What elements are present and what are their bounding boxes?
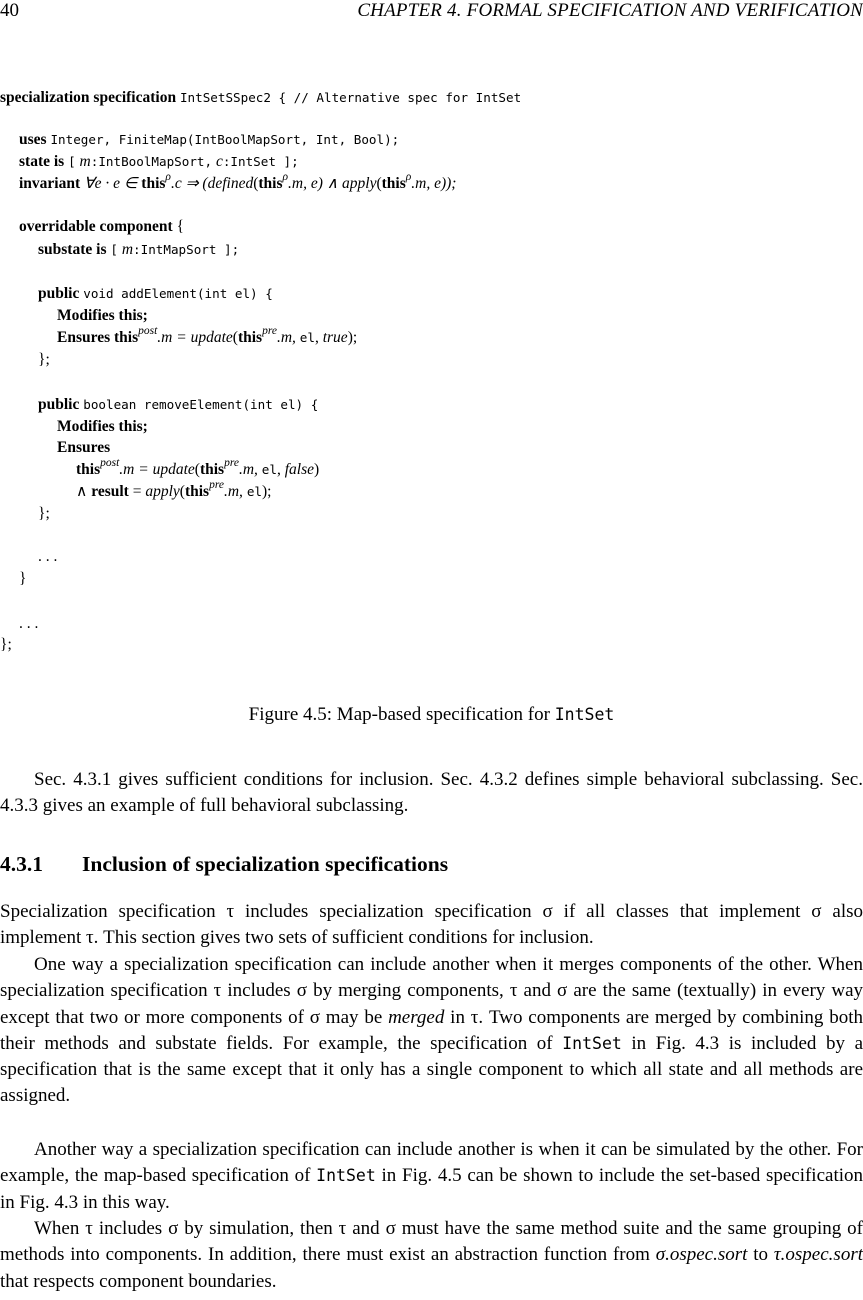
paragraph-text: in τ. Two components are merged by combining both their methods and substate fields. For example, the specification of (0, 1006, 863, 1054)
code-text: [ (68, 154, 76, 169)
keyword: Ensures (57, 329, 111, 346)
superscript: post (138, 325, 158, 337)
keyword: state is (19, 153, 65, 170)
this-keyword: this (258, 175, 283, 192)
code-text: :IntBoolMapSort, (90, 154, 213, 169)
code-line-close: }; (38, 351, 50, 368)
paragraph-text: that respects component boundaries. (0, 1270, 277, 1292)
code-line-add-element (38, 283, 273, 304)
math-expression: τ.ospec.sort (773, 1244, 863, 1266)
paragraph-4 (0, 1216, 863, 1295)
code-line-ensures (57, 437, 110, 458)
this-keyword: this (237, 329, 263, 346)
math-function: defined (207, 175, 254, 192)
paragraph-text: in Fig. 4.5 can be shown to include the set-based specification in Fig. 4.3 in this way. (0, 1165, 863, 1213)
keyword: invariant (19, 175, 81, 192)
paragraph-1 (0, 899, 863, 952)
code-line-substate (38, 239, 239, 260)
paragraph-text: to (747, 1244, 774, 1266)
math-text: .m = (157, 329, 191, 346)
running-head: CHAPTER 4. FORMAL SPECIFICATION AND VERIFICATION (357, 0, 863, 21)
code-line-remove-element (38, 394, 318, 415)
keyword: specialization specification (0, 89, 177, 106)
section-heading (0, 852, 448, 877)
code-text: :IntMapSort ]; (133, 242, 240, 257)
math-value: false (284, 461, 314, 478)
math-text: .c ⇒ ( (170, 175, 208, 192)
keyword: Modifies this; (57, 307, 148, 324)
keyword: public (38, 396, 80, 413)
code-line-1 (0, 87, 521, 108)
superscript: ρ (165, 171, 171, 183)
result-keyword: result (91, 483, 129, 500)
emphasis: merged (388, 1006, 445, 1028)
math-var: m (79, 153, 91, 170)
code-text: el (261, 462, 277, 477)
code-line-modifies (57, 305, 148, 326)
this-keyword: this (76, 461, 101, 478)
keyword: Ensures (57, 439, 111, 456)
math-text: .m = (119, 461, 153, 478)
section-number: 4.3.1 (0, 852, 43, 876)
math-function: update (152, 461, 195, 478)
figure-caption (0, 704, 863, 726)
spec-name: IntSetSSpec2 { // Alternative spec for IntSet (179, 90, 522, 105)
math-text: ); (347, 329, 358, 346)
this-keyword: this (199, 461, 225, 478)
this-keyword: this (381, 175, 406, 192)
math-text: ( (179, 483, 185, 500)
math-text: = (128, 483, 146, 500)
code-line-uses (19, 129, 399, 150)
math-text: ( (376, 175, 382, 192)
superscript: pre (224, 457, 239, 469)
paragraph-text: When τ includes σ by simulation, then τ and σ must have the same method suite and the same grouping of methods into components. In addition, there must exist an abstraction function from (0, 1218, 863, 1266)
math-function: apply (145, 483, 180, 500)
math-text: .m, (238, 461, 262, 478)
page-number: 40 (0, 0, 19, 21)
inline-code: IntSet (316, 1166, 376, 1186)
code-line-ellipsis: . . . (38, 548, 58, 565)
paragraph-text: Another way a specialization specification can include another is when it can be simulated by the other. For example, the map-based specification of (0, 1139, 863, 1187)
math-text: .m, (223, 483, 247, 500)
code-line-component (19, 216, 184, 237)
code-text: el (299, 330, 315, 345)
superscript: pre (262, 325, 277, 337)
this-keyword: this (184, 483, 210, 500)
this-keyword: this (141, 175, 166, 192)
code-text: el (246, 484, 262, 499)
code-text: Integer, FiniteMap(IntBoolMapSort, Int, Bool); (50, 132, 400, 147)
code-text: [ (110, 242, 118, 257)
math-var: c (215, 153, 223, 170)
code-line-close: }; (38, 505, 50, 522)
math-value: true (322, 329, 348, 346)
this-keyword: this (114, 329, 139, 346)
math-text: ) (314, 461, 320, 478)
math-text: ( (194, 461, 200, 478)
section-title: Inclusion of specialization specifications (82, 852, 449, 876)
keyword: overridable component (19, 218, 173, 235)
math-text: ); (261, 483, 272, 500)
math-function: apply (342, 175, 377, 192)
code-text: { (172, 218, 185, 235)
code-text: :IntSet ]; (222, 154, 299, 169)
code-line-ellipsis: . . . (19, 615, 39, 632)
math-text: ∧ (76, 483, 92, 500)
method-signature: boolean removeElement(int el) { (83, 397, 319, 412)
math-text: .m, e)); (411, 175, 457, 192)
math-text: ∀e · e ∈ (84, 175, 142, 192)
caption-text: Figure 4.5: Map-based specification for (248, 704, 555, 725)
math-text: ( (232, 329, 238, 346)
code-line-ensures (57, 327, 357, 348)
math-text: ( (253, 175, 259, 192)
keyword: uses (19, 131, 47, 148)
math-expression: σ.ospec.sort (655, 1244, 748, 1266)
keyword: public (38, 285, 80, 302)
paragraph-3 (0, 1137, 863, 1216)
code-line-close-spec: }; (0, 636, 12, 653)
superscript: pre (209, 479, 224, 491)
paragraph-text: in Fig. 4.3 is included by a specification that is the same except that it only has a single component to which all state and all methods are assigned. (0, 1032, 863, 1107)
paragraph-text: Specialization specification τ includes specialization specification σ if all classes that implement σ also implement τ. This section gives two sets of sufficient conditions for inclusion. (0, 901, 863, 949)
keyword: Modifies this; (57, 418, 148, 435)
superscript: ρ (282, 171, 289, 183)
math-text: , (314, 329, 323, 346)
math-text: , (276, 461, 285, 478)
code-line-ensures-body (76, 459, 319, 480)
superscript: ρ (405, 171, 412, 183)
math-text: .m, (276, 329, 300, 346)
inline-code: IntSet (562, 1033, 622, 1053)
paragraph-text: One way a specialization specification can include another when it merges components of the other. When specialization specification τ includes σ by merging components, τ and σ are the same (textually) in every way except that two or more components of σ may be (0, 954, 863, 1028)
paragraph-2 (0, 952, 863, 1110)
keyword: substate is (38, 241, 107, 258)
math-var: m (121, 241, 134, 258)
math-function: update (190, 329, 233, 346)
method-signature: void addElement(int el) { (83, 286, 273, 301)
superscript: post (100, 457, 120, 469)
code-line-state (19, 151, 299, 172)
math-text: .m, e) ∧ (288, 175, 343, 192)
code-line-close-component: } (19, 570, 27, 587)
code-line-invariant (19, 173, 456, 194)
code-line-modifies (57, 416, 148, 437)
caption-code: IntSet (554, 705, 615, 724)
intro-paragraph: Sec. 4.3.1 gives sufficient conditions for inclusion. Sec. 4.3.2 defines simple behavioral subclassing. Sec. 4.3.3 gives an example of full behavioral subclassing. (0, 769, 863, 817)
code-line-ensures-result (76, 481, 271, 502)
